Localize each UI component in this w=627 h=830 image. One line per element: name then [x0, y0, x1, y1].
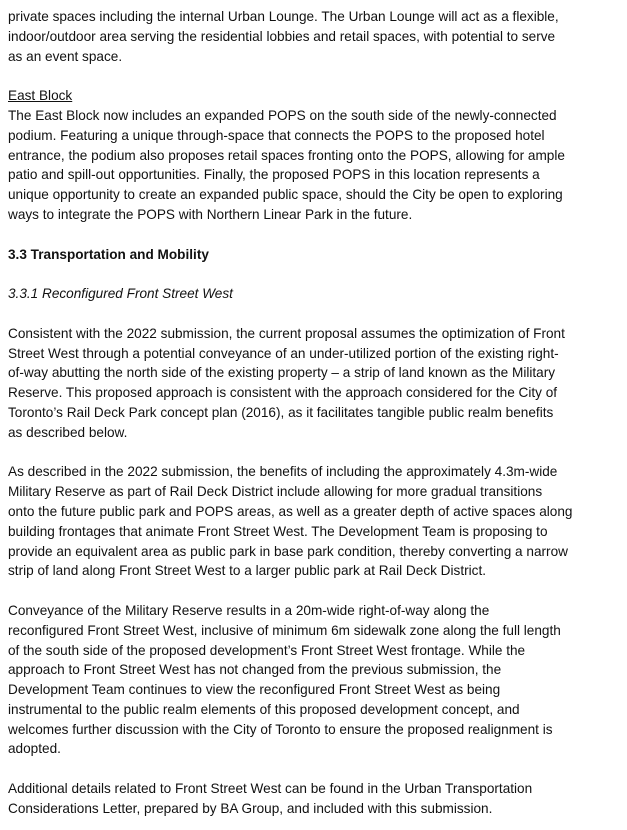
text-line: strip of land along Front Street West to a larger public park at Rail Deck District.	[8, 563, 486, 579]
text-line: The East Block now includes an expanded POPS on the south side of the newly-connected	[8, 107, 557, 123]
paragraph-spacer	[8, 304, 614, 324]
document-page	[8, 7, 614, 819]
section-title: 3.3 Transportation and Mobility	[8, 246, 209, 262]
text-line: Toronto’s Rail Deck Park concept plan (2016), as it facilitates tangible public realm benefits	[8, 404, 554, 420]
text-line: Reserve. This proposed approach is consistent with the approach considered for the City of	[8, 385, 558, 401]
paragraph-spacer	[8, 581, 614, 601]
text-line: indoor/outdoor area serving the residential lobbies and retail spaces, with potential to serve	[8, 28, 556, 44]
text-line: Additional details related to Front Street West can be found in the Urban Transportation	[8, 781, 533, 797]
text-line: Development Team continues to view the reconfigured Front Street West as being	[8, 682, 501, 698]
text-line: of-way abutting the north side of the existing property – a strip of land known as the Military	[8, 365, 556, 381]
paragraph-optimization	[8, 324, 614, 443]
text-line: welcomes further discussion with the City of Toronto to ensure the proposed realignment is	[8, 721, 553, 737]
paragraph-spacer	[8, 225, 614, 245]
text-line: entrance, the podium also proposes retail spaces fronting onto the POPS, allowing for ample	[8, 147, 565, 163]
text-line: Conveyance of the Military Reserve results in a 20m-wide right-of-way along the	[8, 602, 490, 618]
text-line: building frontages that animate Front Street West. The Development Team is proposing to	[8, 523, 548, 539]
subsection-title: 3.3.1 Reconfigured Front Street West	[8, 286, 233, 302]
text-line: reconfigured Front Street West, inclusive of minimum 6m sidewalk zone along the full length	[8, 622, 561, 638]
paragraph-spacer	[8, 66, 614, 86]
text-line: as an event space.	[8, 48, 123, 64]
text-line: onto the future public park and POPS areas, as well as a greater depth of active spaces along	[8, 503, 573, 519]
text-line: ways to integrate the POPS with Northern Linear Park in the future.	[8, 206, 413, 222]
text-line: Street West through a potential conveyance of an under-utilized portion of the existing right-	[8, 345, 559, 361]
text-line: Consistent with the 2022 submission, the current proposal assumes the optimization of Front	[8, 325, 565, 341]
text-line: of the south side of the proposed development’s Front Street West frontage. While the	[8, 642, 526, 658]
text-line: Considerations Letter, prepared by BA Group, and included with this submission.	[8, 800, 493, 816]
text-line: approach to Front Street West has not changed from the previous submission, the	[8, 662, 502, 678]
paragraph-spacer	[8, 759, 614, 779]
text-line: unique opportunity to create an expanded public space, should the City be open to exploring	[8, 187, 563, 203]
text-line: podium. Featuring a unique through-space that connects the POPS to the proposed hotel	[8, 127, 545, 143]
text-line: as described below.	[8, 424, 128, 440]
paragraph-additional-details	[8, 779, 614, 819]
text-line: Military Reserve as part of Rail Deck District include allowing for more gradual transitions	[8, 484, 543, 500]
paragraph-spacer	[8, 443, 614, 463]
paragraph-conveyance	[8, 601, 614, 759]
text-line: private spaces including the internal Urban Lounge. The Urban Lounge will act as a flexible,	[8, 9, 559, 24]
paragraph-military-reserve	[8, 462, 614, 581]
text-line: instrumental to the public realm elements of this proposed development concept, and	[8, 701, 520, 717]
text-line: As described in the 2022 submission, the benefits of including the approximately 4.3m-wide	[8, 464, 558, 480]
intro-paragraph	[8, 7, 614, 66]
east-block-heading: East Block	[8, 88, 73, 104]
text-line: patio and spill-out opportunities. Finally, the proposed POPS in this location represents a	[8, 167, 540, 183]
text-line: provide an equivalent area as public park in base park condition, thereby converting a narrow	[8, 543, 568, 559]
text-line: adopted.	[8, 741, 61, 757]
east-block-paragraph	[8, 106, 614, 225]
paragraph-spacer	[8, 264, 614, 284]
